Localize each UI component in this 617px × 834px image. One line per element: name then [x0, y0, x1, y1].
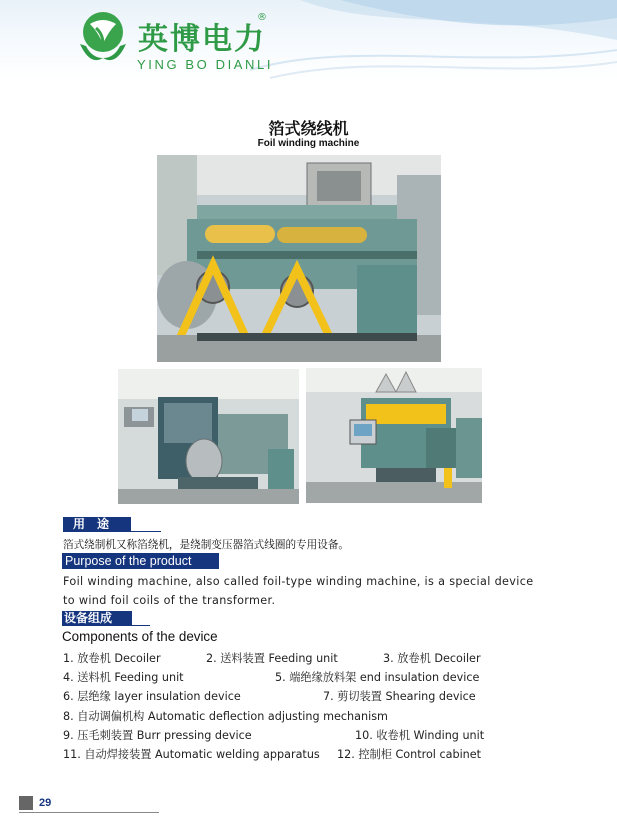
usage-label: 用途: [63, 517, 131, 532]
leaf-hands-logo-icon: [76, 8, 130, 70]
component-item-2: 2. 送料装置 Feeding unit: [206, 652, 338, 665]
footer-rule: [19, 812, 159, 813]
components-label-underline: [130, 625, 150, 626]
component-item-4: 4. 送料机 Feeding unit: [63, 671, 184, 684]
footer-square-mark: [19, 796, 33, 810]
purpose-label: Purpose of the product: [62, 553, 219, 569]
registered-mark: ®: [257, 12, 267, 23]
machine-photo-right: [306, 368, 482, 503]
component-item-1: 1. 放卷机 Decoiler: [63, 652, 161, 665]
component-item-8: 8. 自动调偏机构 Automatic deflection adjusting mechanism: [63, 710, 388, 723]
brand-name-cn: 英博电力: [138, 22, 266, 57]
page-number: 29: [39, 797, 52, 809]
machine-photo-left: [118, 369, 299, 504]
page-title-en: Foil winding machine: [257, 138, 360, 149]
components-heading: Components of the device: [62, 629, 218, 644]
purpose-text: [63, 572, 563, 610]
usage-label-underline: [131, 531, 161, 532]
component-item-3: 3. 放卷机 Decoiler: [383, 652, 481, 665]
component-item-6: 6. 层绝缘 layer insulation device: [63, 690, 241, 703]
components-label: 设备组成: [62, 611, 132, 626]
main-machine-photo: [157, 155, 441, 362]
page-title-cn: 箔式绕线机: [268, 119, 349, 138]
component-item-9: 9. 压毛刺装置 Burr pressing device: [63, 729, 252, 742]
component-item-7: 7. 剪切装置 Shearing device: [323, 690, 476, 703]
component-item-10: 10. 收卷机 Winding unit: [355, 729, 485, 742]
component-item-11: 11. 自动焊接装置 Automatic welding apparatus: [63, 748, 320, 761]
component-item-12: 12. 控制柜 Control cabinet: [337, 748, 482, 761]
purpose-line-2: to wind foil coils of the transformer.: [63, 594, 276, 607]
usage-text: 箔式绕制机又称箔绕机，是绕制变压器箔式线圈的专用设备。: [63, 539, 350, 551]
page-header: [0, 0, 617, 80]
purpose-line-1: Foil winding machine, also called foil-type winding machine, is a special device: [63, 575, 534, 588]
component-item-5: 5. 端绝缘放料架 end insulation device: [275, 671, 480, 684]
brand-name-en: YING BO DIANLI: [137, 57, 274, 72]
